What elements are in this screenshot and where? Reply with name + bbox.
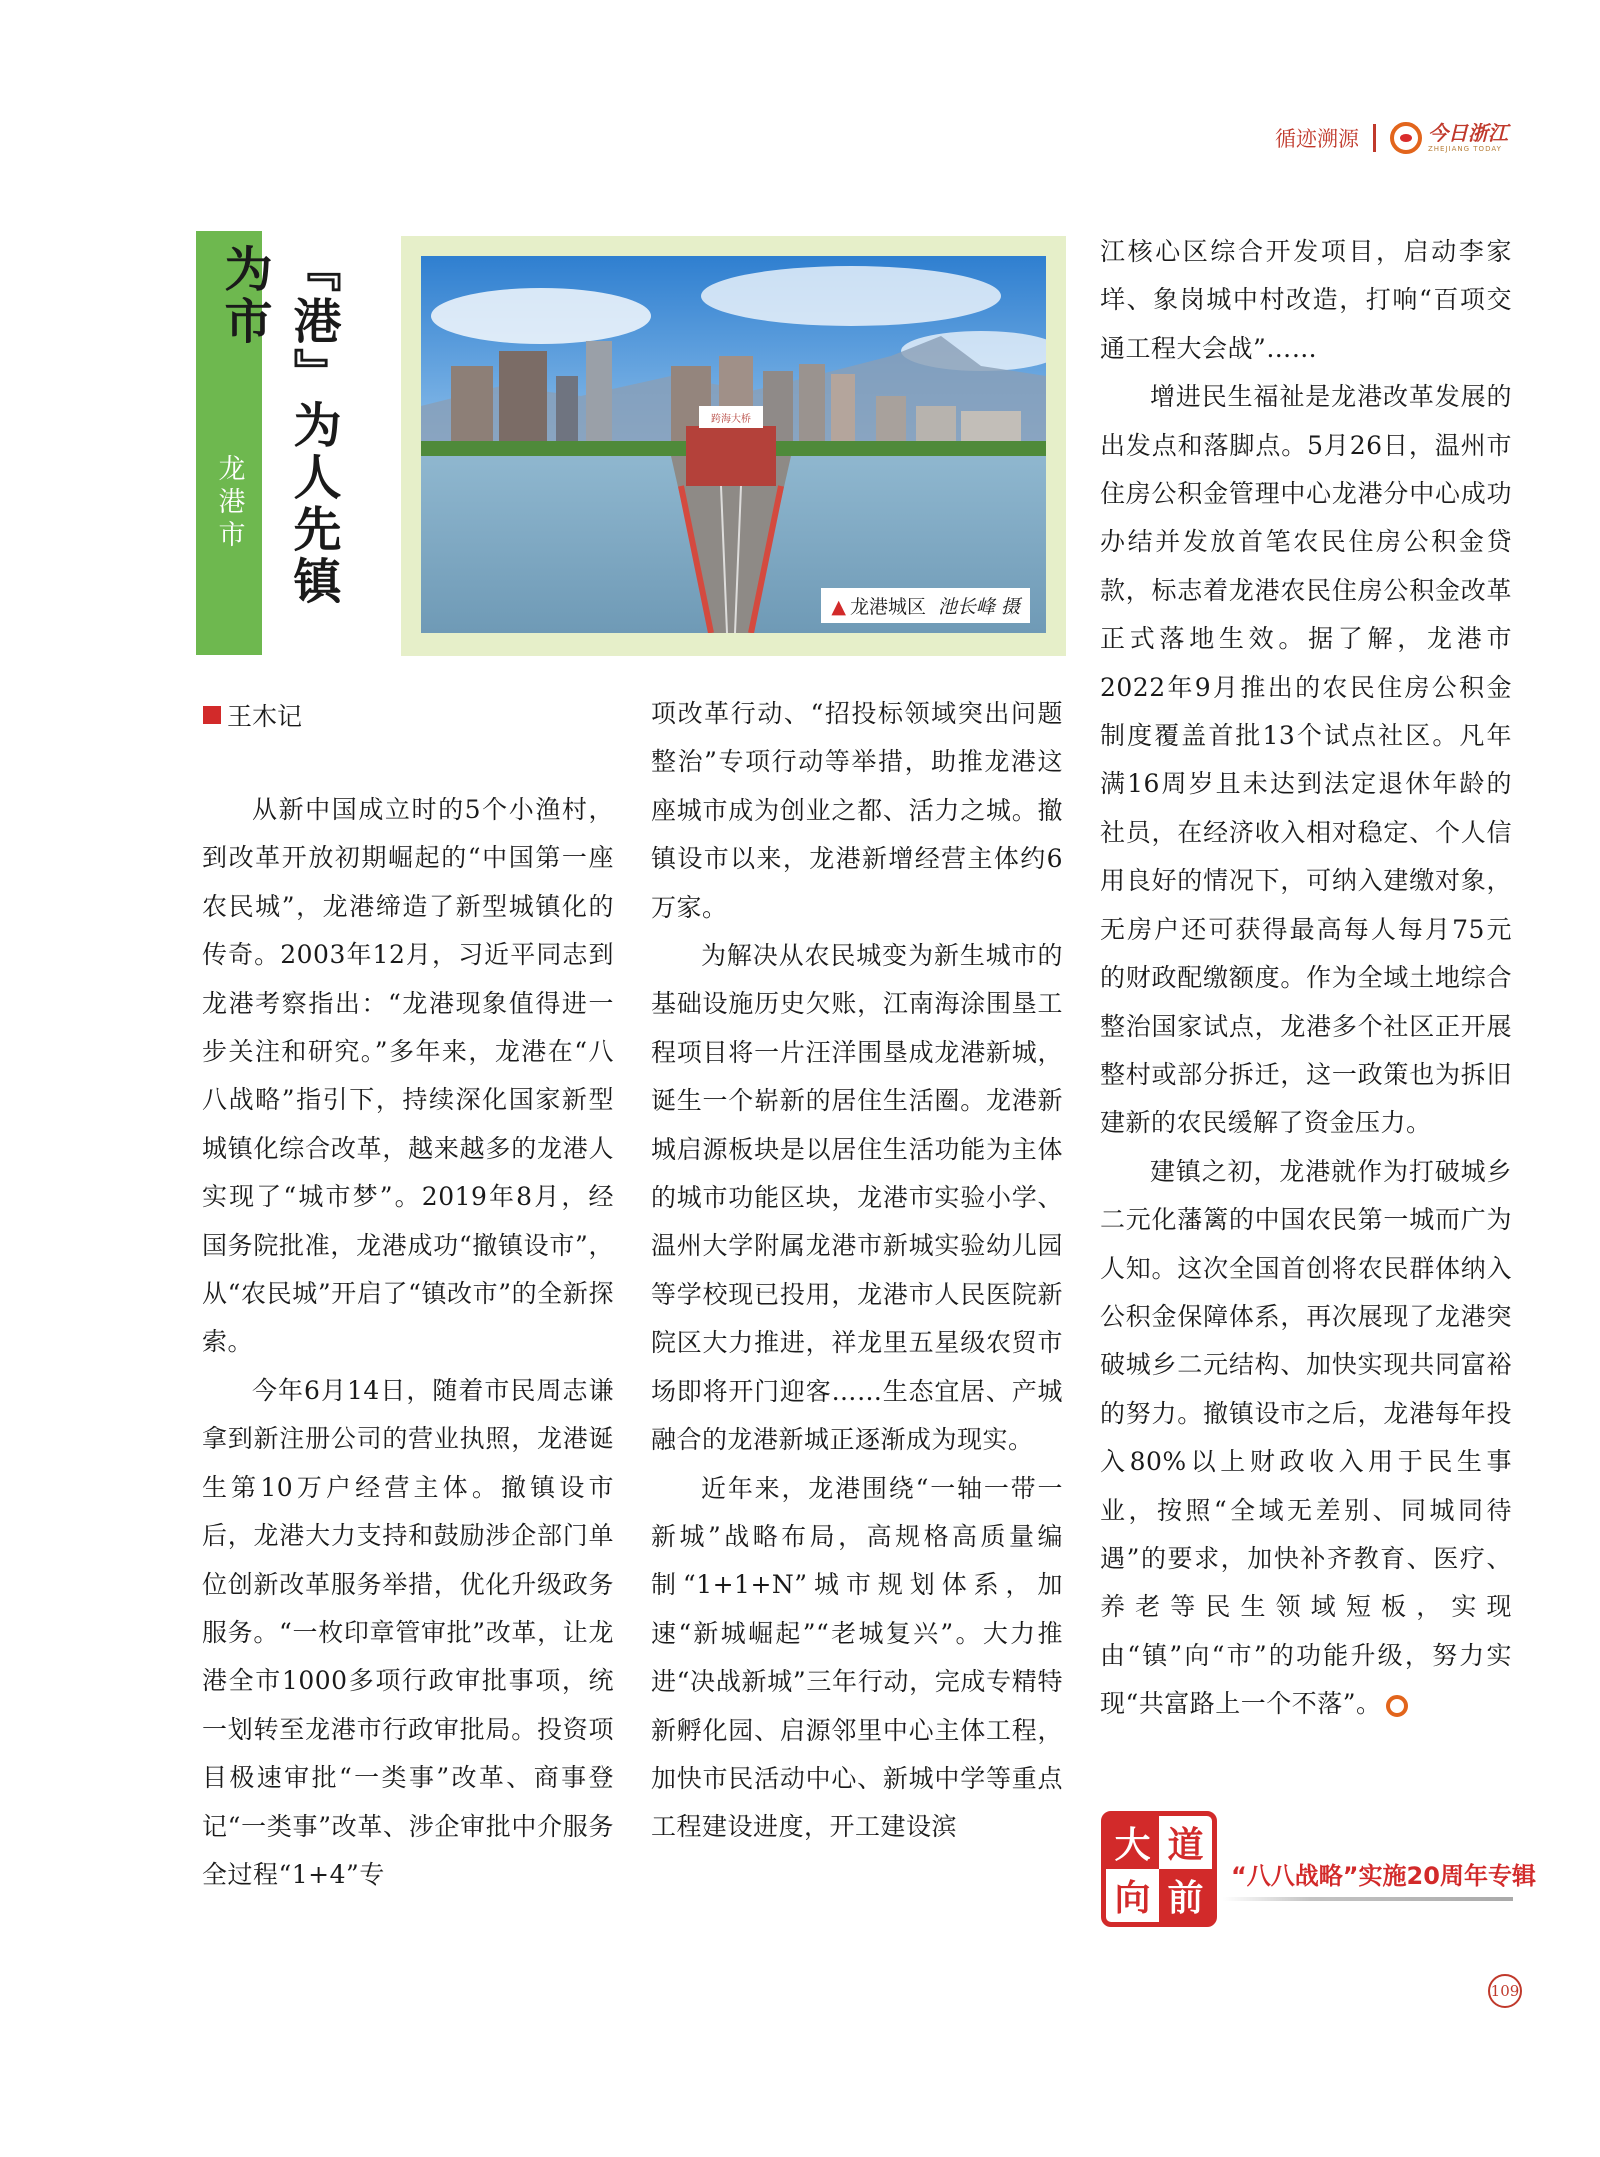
paragraph: 从新中国成立时的5个小渔村，到改革开放初期崛起的“中国第一座农民城”，龙港缔造了新型城镇化的传奇。2003年12月，习近平同志到龙港考察指出：“龙港现象值得进一步关注和研究。”多年来，龙港在“八八战略”指引下，持续深化国家新型城镇化综合改革，越来越多的龙港人实现了“城市梦”。2019年8月，经国务院批准，龙港成功“撤镇设市”，从“农民城”开启了“镇改市”的全新探索。 xyxy=(202,795,614,1357)
logo-swirl-icon xyxy=(1390,122,1422,154)
special-edition-title: “八八战略”实施20周年专辑 xyxy=(1231,1862,1536,1890)
article-column-2 xyxy=(651,690,1063,1852)
magazine-logo xyxy=(1390,122,1508,154)
section-name: 循迹溯源 xyxy=(1275,127,1359,151)
caption-text: 龙港城区 xyxy=(849,596,926,618)
seal-char: 向 xyxy=(1114,1878,1151,1919)
article-title: 『港』为人先镇为市 xyxy=(216,244,341,608)
city-skyline-illustration xyxy=(421,256,1046,633)
article-column-3 xyxy=(1100,228,1512,1729)
paragraph-final xyxy=(1100,1148,1512,1729)
seal-char: 大 xyxy=(1106,1816,1159,1869)
paragraph: 项改革行动、“招投标领域突出问题整治”专项行动等举措，助推龙港这座城市成为创业之都、活力之城。撤镇设市以来，龙港新增经营主体约6万家。 xyxy=(651,699,1063,922)
end-mark-icon xyxy=(1386,1695,1408,1717)
byline xyxy=(203,697,302,733)
logo-wordmark xyxy=(1428,123,1508,153)
caption-triangle-icon: ▲ xyxy=(831,596,846,618)
city-label: 龙港市 xyxy=(213,453,245,553)
paragraph: 江核心区综合开发项目，启动李家垟、象岗城中村改造，打响“百项交通工程大会战”…… xyxy=(1100,237,1512,363)
paragraph-text: 建镇之初，龙港就作为打破城乡二元化藩篱的中国农民第一城而广为人知。这次全国首创将农民群体纳入公积金保障体系，再次展现了龙港突破城乡二元结构、加快实现共同富裕的努力。撤镇设市之后，龙港每年投入80%以上财政收入用于民生事业，按照“全域无差别、同城同待遇”的要求，加快补齐教育、医疗、养老等民生领域短板，实现由“镇”向“市”的功能升级，努力实现“共富路上一个不落”。 xyxy=(1100,1156,1512,1719)
header-divider xyxy=(1373,124,1376,152)
paragraph: 增进民生福祉是龙港改革发展的出发点和落脚点。5月26日，温州市住房公积金管理中心龙港分中心成功办结并发放首笔农民住房公积金贷款，标志着龙港农民住房公积金改革正式落地生效。据了解，龙港市2022年9月推出的农民住房公积金制度覆盖首批13个试点社区。凡年满16周岁且未达到法定退休年龄的社员，在经济收入相对稳定、个人信用良好的情况下，可纳入建缴对象，无房户还可获得最高每人每月75元的财政配缴额度。作为全域土地综合整治国家试点，龙港多个社区正开展整村或部分拆迁，这一政策也为拆旧建新的农民缓解了资金压力。 xyxy=(1100,382,1512,1138)
author-name: 王木记 xyxy=(227,702,303,731)
article-column-1 xyxy=(202,786,614,1899)
special-edition-badge xyxy=(1101,1811,1536,1929)
paragraph: 近年来，龙港围绕“一轴一带一新城”战略布局，高规格高质量编制“1+1+N”城市规划体系，加速“新城崛起”“老城复兴”。大力推进“决战新城”三年行动，完成专精特新孵化园、启源邻里中心主体工程，加快市民活动中心、新城中学等重点工程建设进度，开工建设滨 xyxy=(651,1473,1063,1842)
photo-frame xyxy=(401,236,1066,656)
page-number: 109 xyxy=(1488,1974,1522,2008)
photo-credit: 池长峰 摄 xyxy=(937,596,1020,618)
city-photo xyxy=(421,256,1046,633)
special-edition-rule xyxy=(1223,1897,1513,1901)
seal-char: 前 xyxy=(1159,1869,1212,1922)
paragraph: 今年6月14日，随着市民周志谦拿到新注册公司的营业执照，龙港诞生第10万户经营主体。撤镇设市后，龙港大力支持和鼓励涉企部门单位创新改革服务举措，优化升级政务服务。“一枚印章管审批”改革，让龙港全市1000多项行政审批事项，统一划转至龙港市行政审批局。投资项目极速审批“一类事”改革、商事登记“一类事”改革、涉企审批中介服务全过程“1+4”专 xyxy=(202,1375,614,1889)
bridge-sign: 跨海大桥 xyxy=(711,414,751,425)
page-header xyxy=(1275,118,1508,158)
seal-stamp xyxy=(1101,1811,1217,1927)
logo-chinese: 今日浙江 xyxy=(1428,121,1508,145)
photo-caption xyxy=(821,588,1030,623)
logo-english: ZHEJIANG TODAY xyxy=(1428,145,1502,153)
seal-char: 道 xyxy=(1167,1825,1204,1866)
paragraph: 为解决从农民城变为新生城市的基础设施历史欠账，江南海涂围垦工程项目将一片汪洋围垦成龙港新城，诞生一个崭新的居住生活圈。龙港新城启源板块是以居住生活功能为主体的城市功能区块，龙港市实验小学、温州大学附属龙港市新城实验幼儿园等学校现已投用，龙港市人民医院新院区大力推进，祥龙里五星级农贸市场即将开门迎客……生态宜居、产城融合的龙港新城正逐渐成为现实。 xyxy=(651,941,1063,1455)
byline-square-icon xyxy=(203,706,221,724)
